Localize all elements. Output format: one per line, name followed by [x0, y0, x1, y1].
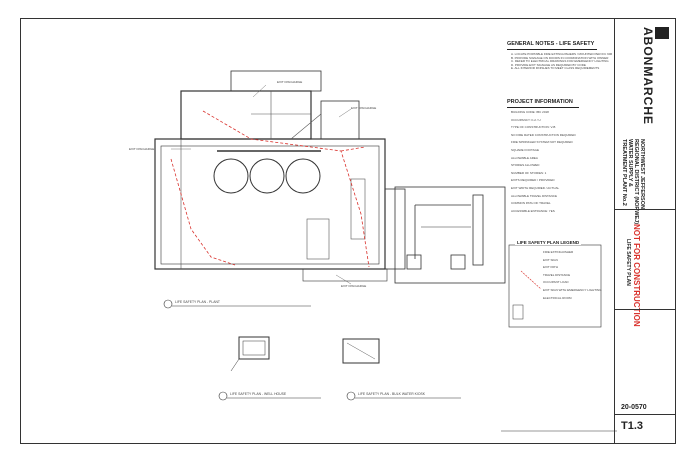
project-info-line: COMMON PATH OF TRAVEL — [511, 201, 551, 206]
svg-text:EXIT DISCHARGE: EXIT DISCHARGE — [129, 147, 155, 151]
project-info-line: ALLOWABLE TRAVEL DISTANCE — [511, 193, 557, 198]
project-info-title: PROJECT INFORMATION — [507, 99, 573, 105]
life-safety-plan-drawing — [21, 19, 617, 445]
plan-title-well-house: LIFE SAFETY PLAN - WELL HOUSE — [230, 392, 287, 396]
title-block-divider — [615, 309, 675, 310]
project-info-line: FIRE SPRINKLER SYSTEM NOT REQUIRED — [511, 140, 573, 145]
project-info-line: ACCESSIBLE ENTRANCE: YES — [511, 208, 555, 213]
legend-item: OCCUPANT LOAD — [543, 280, 569, 285]
general-notes-title: GENERAL NOTES - LIFE SAFETY — [507, 41, 595, 47]
general-note-item: C. REFER TO ELECTRICAL DRAWINGS FOR EMERGENCY LIGHTING — [511, 59, 609, 64]
project-info-line: ALLOWABLE AREA — [511, 155, 538, 160]
main-building-walls — [155, 71, 405, 281]
legend-title: LIFE SAFETY PLAN LEGEND — [517, 240, 580, 245]
title-block-divider — [615, 414, 675, 415]
not-for-construction-stamp: NOT FOR CONSTRUCTION — [632, 224, 641, 327]
project-info-line: NUMBER OF STORIES: 1 — [511, 170, 547, 175]
plan-title-bulk-water: LIFE SAFETY PLAN - BULK WATER KIOSK — [358, 392, 426, 396]
project-info-line: STORIES ALLOWED — [511, 163, 540, 168]
sheet-title: LIFE SAFETY PLAN — [625, 239, 631, 286]
general-notes-list — [511, 52, 613, 71]
project-name-line2: REGIONAL DISTRICT (NORWEJ) — [633, 139, 639, 225]
project-info-line: BUILDING CODE: IBC 2018 — [511, 110, 549, 114]
project-name-line3: WATER SUPPLY & — [627, 139, 633, 187]
project-info-line: NO FIRE RATED CONSTRUCTION REQUIRED — [511, 132, 576, 137]
project-info-line: TYPE OF CONSTRUCTION: V-B — [511, 125, 556, 130]
project-info-line: SQUARE FOOTAGE — [511, 147, 539, 152]
well-house-plan — [231, 337, 269, 371]
general-note-item: E. ALL INTERIOR FINISHES TO MEET CLASS REQUIREMENTS — [511, 66, 600, 71]
sheet-number: T1.3 — [621, 420, 644, 432]
drawing-sheet — [20, 18, 676, 444]
legend-item: TRAVEL DISTANCE — [543, 272, 571, 277]
bulk-water-plan — [343, 339, 379, 363]
plan-title-main: LIFE SAFETY PLAN - PLANT — [175, 300, 220, 304]
general-note-item: A. LOCATE PORTABLE FIRE EXTINGUISHERS / MOUNTED PER IFC 906 — [511, 52, 613, 56]
title-block — [614, 19, 675, 443]
equipment — [181, 91, 365, 269]
legend-item: FIRE EXTINGUISHER — [543, 250, 574, 254]
legend-item: EXIT PATH — [543, 265, 559, 270]
general-note-item: D. PROVIDE EXIT SIGNAGE AS REQUIRED BY CODE — [511, 62, 586, 67]
filter-tanks — [214, 151, 321, 193]
title-block-divider — [615, 209, 675, 210]
svg-text:EXIT DISCHARGE: EXIT DISCHARGE — [341, 284, 367, 288]
legend-item: ELECTRICAL ROOM — [543, 295, 572, 300]
exit-path — [171, 111, 369, 267]
callouts — [171, 85, 351, 284]
job-number: 20-0570 — [621, 404, 647, 411]
project-info-line: EXIT WIDTH REQUIRED / ACTUAL — [511, 185, 560, 190]
project-info-list — [511, 111, 607, 213]
svg-text:EXIT DISCHARGE: EXIT DISCHARGE — [351, 106, 377, 110]
project-name-line4: TREATMENT PLANT No.2 — [621, 139, 627, 206]
project-info-line: EXITS REQUIRED / PROVIDED — [511, 178, 555, 183]
svg-text:EXIT DISCHARGE: EXIT DISCHARGE — [277, 80, 303, 84]
general-notes-underline — [507, 49, 597, 50]
legend-item: EXIT SIGN WITH EMERGENCY LIGHTING — [543, 287, 602, 292]
legend-item: EXIT SIGN — [543, 257, 558, 262]
general-note-item: B. PROVIDE SIGNAGE ON DOORS IN COORDINATION WITH OWNER — [511, 55, 609, 60]
kiosk-structure — [395, 187, 505, 283]
project-name-line1: NORTHWEST JEFFERSON — [639, 139, 645, 209]
project-info-line: OCCUPANCY: F-2 / U — [511, 117, 541, 122]
project-info-underline — [507, 107, 579, 108]
firm-name: ABONMARCHE — [641, 27, 655, 125]
firm-logo — [655, 27, 669, 39]
legend-list — [543, 250, 602, 300]
